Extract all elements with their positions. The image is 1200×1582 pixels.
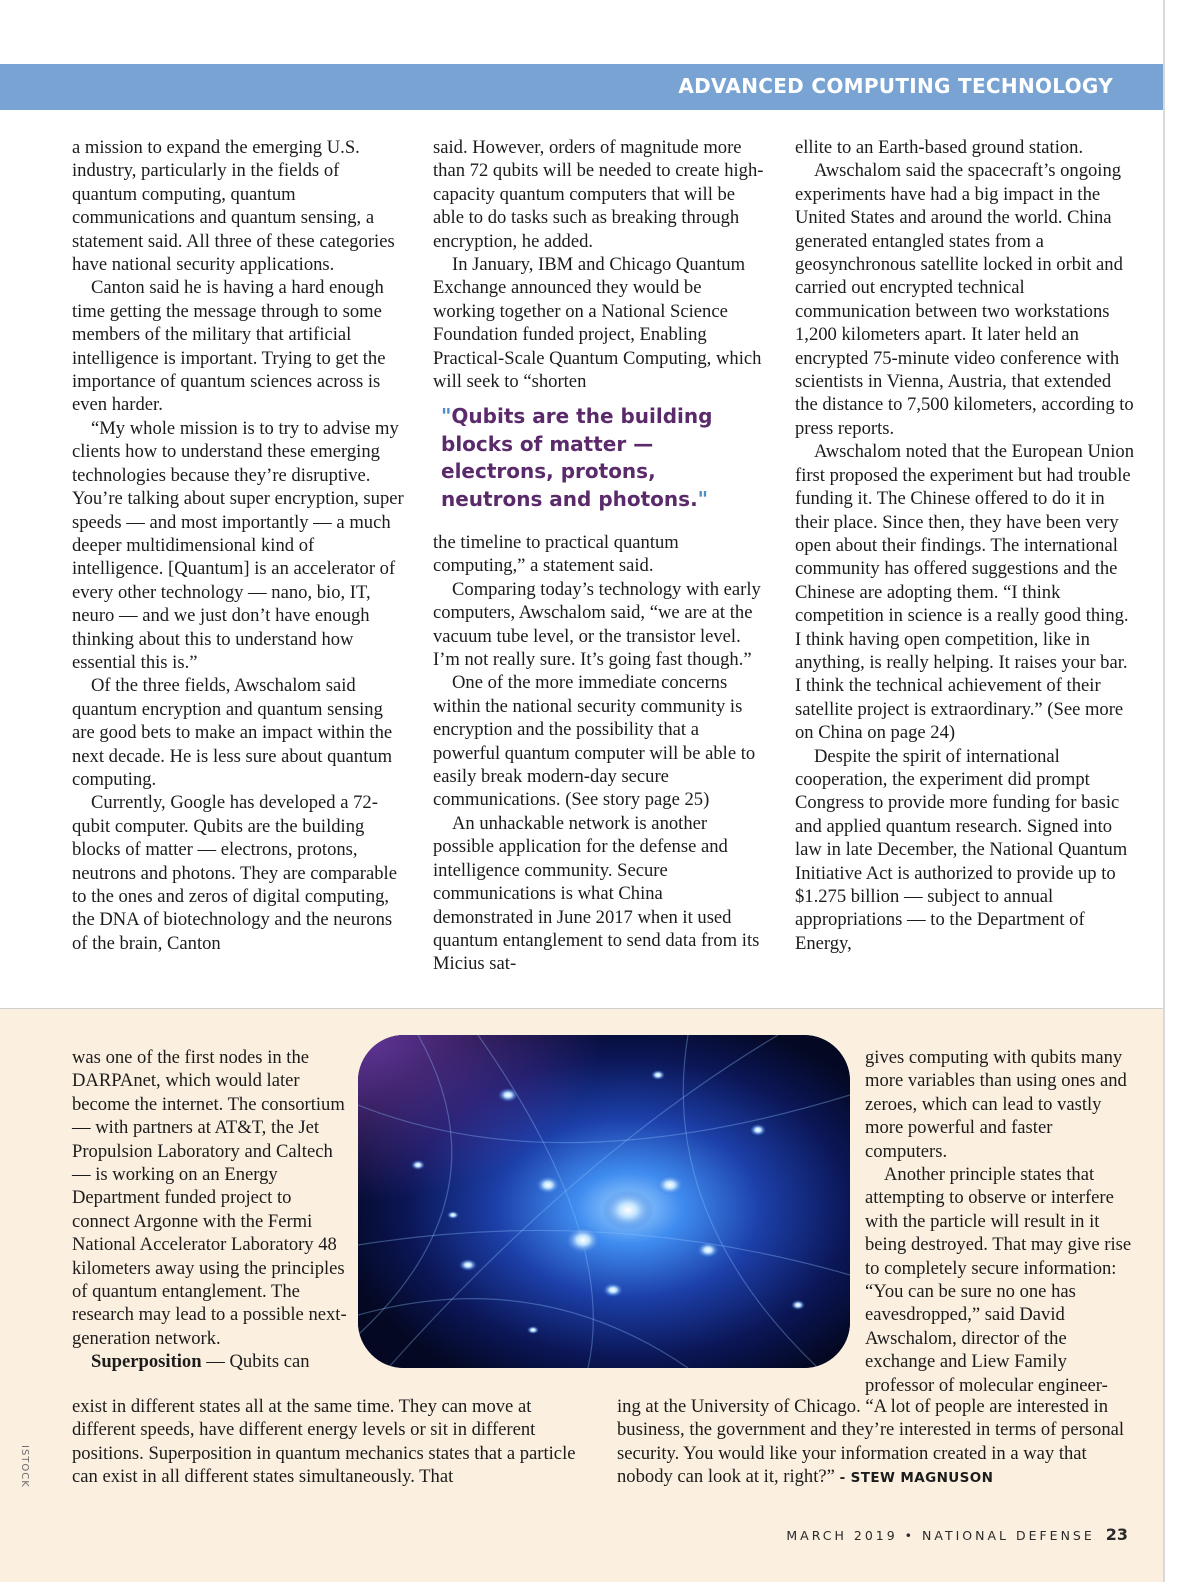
sidebar-paragraph (72, 1350, 347, 1373)
runin-lead-text: — Qubits can (201, 1351, 310, 1373)
runin-heading-superposition: Superposition (91, 1351, 202, 1373)
article-paragraph: Canton said he is having a hard enough time getting the message through to some members of the military that artificial intelligence is important. Trying to get the importance of quantum sciences across is even harder. (72, 277, 386, 416)
folio-text: MARCH 2019 • NATIONAL DEFENSE (786, 1528, 1095, 1543)
pull-quote-text: Qubits are the building blocks of matter — electrons, protons, neutrons and photons. (441, 404, 713, 511)
quantum-particles-photo (358, 1035, 850, 1368)
article-column-2-top (433, 136, 767, 393)
page-number: 23 (1105, 1525, 1128, 1544)
page-folio (786, 1525, 1128, 1544)
article-paragraph: the timeline to practical quantum computing,” a statement said. (433, 532, 679, 577)
article-paragraph: Awschalom said the spacecraft’s ongoing experiments have had a big impact in the United States and around the world. China generated entangled states from a geosynchronous satellite locked in orbit and carried out encrypted technical communication between two workstations 1,200 kilometers apart. It later held an encrypted 75-minute video conference with scientists in Vienna, Austria, that extended the distance to 7,500 kilometers, according to press reports. (795, 160, 1134, 439)
page-edge-rule (1163, 0, 1165, 1582)
pull-quote-open-mark: " (441, 404, 452, 428)
sidebar-bottom-right (617, 1395, 1137, 1491)
article-paragraph: Of the three fields, Awschalom said quantum encryption and quantum sensing are good bets to make an impact within the next decade. He is less sure about quantum computing. (72, 675, 393, 790)
article-paragraph: In January, IBM and Chicago Quantum Exchange announced they would be working together on a National Science Foundation funded project, Enabling Practical-Scale Quantum Computing, which will seek to “shorten (433, 254, 762, 393)
sidebar-paragraph: exist in different states all at the same time. They can move at different speeds, have different energy levels or sit in different positions. Superposition in quantum mechanics states that a particle can exist in all different states simultaneously. That (72, 1396, 576, 1488)
article-paragraph: Awschalom noted that the European Union first proposed the experiment but had trouble funding it. The Chinese offered to do it in their place. Since then, they have been very open about their findings. The international community has offered suggestions and the Chinese are adopting them. “I think competition in science is a really good thing. I think having open competition, like in anything, is really helping. It raises your bar. I think the technical achievement of their satellite project is extraordinary.” (See more on China on page 24) (795, 441, 1134, 744)
article-paragraph: “My whole mission is to try to advise my clients how to understand these emerging technologies because they’re disruptive. You’re talking about super encryption, super speeds — and most importantly — a much deeper multidimensional kind of intelligence. [Quantum] is an accelerator of every other technology — nano, bio, IT, neuro — and we just don’t have enough thinking about this to understand how essential this is.” (72, 417, 404, 673)
sidebar-paragraph (617, 1395, 1137, 1491)
sidebar-column-right (865, 1046, 1135, 1397)
article-paragraph: said. However, orders of magnitude more than 72 qubits will be needed to create high-capacity quantum computers that will be able to do tasks such as breaking through encryption, he added. (433, 137, 764, 252)
article-paragraph: a mission to expand the emerging U.S. industry, particularly in the fields of quantum computing, quantum communications and quantum sensing, a statement said. All three of these categories have national security applications. (72, 137, 395, 276)
byline: - STEW MAGNUSON (839, 1470, 994, 1487)
sidebar-column-left (72, 1046, 347, 1374)
article-column-2-bottom (433, 531, 767, 976)
article-column-1 (72, 136, 406, 955)
sidebar-bottom-left (72, 1395, 582, 1489)
article-paragraph: One of the more immediate concerns within the national security community is encryption and the possibility that a powerful quantum computer will be able to easily break modern-day secure communications. (See story page 25) (433, 672, 756, 811)
image-credit: ISTOCK (19, 1445, 30, 1488)
section-header-band (0, 64, 1163, 110)
article-paragraph: An unhackable network is another possible application for the defense and intelligence community. Secure communications is what China demonstrated in June 2017 when it used quantum entanglement to send data from its Micius sat- (433, 812, 760, 975)
sidebar-paragraph: gives computing with qubits many more variables than using ones and zeroes, which can lead to vastly more powerful and faster computers. (865, 1047, 1127, 1162)
sidebar-paragraph: was one of the first nodes in the DARPAnet, which would later become the internet. The consortium — with partners at AT&T, the Jet Propulsion Laboratory and Caltech — is working on an Energy Department funded project to connect Argonne with the Fermi National Accelerator Laboratory 48 kilometers away using the principles of quantum entanglement. The research may lead to a possible next-generation network. (72, 1047, 347, 1349)
pull-quote-close-mark: " (697, 486, 709, 511)
pull-quote (441, 403, 761, 513)
article-paragraph: ellite to an Earth-based ground station. (795, 137, 1084, 158)
section-title: ADVANCED COMPUTING TECHNOLOGY (678, 74, 1113, 98)
article-column-3 (795, 136, 1135, 955)
sidebar-closing-text: ing at the University of Chicago. “A lot of people are interested in business, the government and they’re interested in terms of personal security. You would like your information created in a way that nobody can look at it, right?” (617, 1396, 1125, 1488)
quantum-particles-illustration (358, 1035, 850, 1368)
article-paragraph: Despite the spirit of international cooperation, the experiment did prompt Congress to provide more funding for basic and applied quantum research. Signed into law in late December, the National Quantum Initiative Act is authorized to provide up to $1.275 billion — subject to annual appropriations — to the Department of Energy, (795, 745, 1128, 954)
sidebar-paragraph: Another principle states that attempting to observe or interfere with the particle will result in it being destroyed. That may give rise to completely secure information: “You can be sure no one has eavesdropped,” said David Awschalom, director of the exchange and Liew Family professor of molecular engineer- (865, 1164, 1132, 1396)
article-paragraph: Currently, Google has developed a 72-qubit computer. Qubits are the building blocks of matter — electrons, protons, neutrons and photons. They are comparable to the ones and zeros of digital computing, the DNA of biotechnology and the neurons of the brain, Canton (72, 792, 397, 954)
article-paragraph: Comparing today’s technology with early computers, Awschalom said, “we are at the vacuum tube level, or the transistor level. I’m not really sure. It’s going fast though.” (433, 578, 761, 671)
